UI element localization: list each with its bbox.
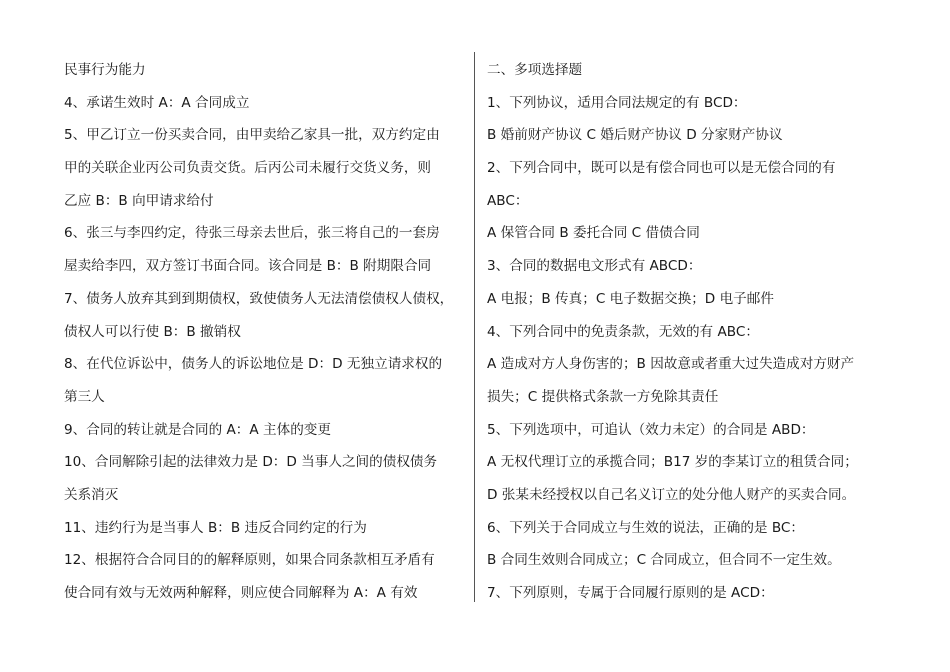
text-line: 12、根据符合合同目的的解释原则，如果合同条款相互矛盾有 bbox=[64, 552, 435, 569]
text-line: 损失；C 提供格式条款一方免除其责任 bbox=[487, 388, 719, 405]
text-line: 5、下列选项中，可追认（效力未定）的合同是 ABD： bbox=[487, 421, 815, 438]
text-line: B 婚前财产协议 C 婚后财产协议 D 分家财产协议 bbox=[487, 127, 783, 144]
text-line: A 保管合同 B 委托合同 C 借债合同 bbox=[487, 225, 700, 242]
column-divider bbox=[474, 52, 475, 602]
text-line: ABC： bbox=[487, 192, 529, 209]
text-line: 7、债务人放弃其到到期债权，致使债务人无法清偿债权人债权， bbox=[64, 290, 454, 307]
text-line: 8、在代位诉讼中，债务人的诉讼地位是 D：D 无独立请求权的 bbox=[64, 356, 443, 373]
text-line: 屋卖给李四，双方签订书面合同。该合同是 B：B 附期限合同 bbox=[64, 258, 432, 275]
text-line: 9、合同的转让就是合同的 A：A 主体的变更 bbox=[64, 421, 331, 438]
text-line: 11、违约行为是当事人 B：B 违反合同约定的行为 bbox=[64, 519, 367, 536]
text-line: 6、张三与李四约定，待张三母亲去世后，张三将自己的一套房 bbox=[64, 225, 440, 242]
text-line: 债权人可以行使 B：B 撤销权 bbox=[64, 323, 241, 340]
text-line: 民事行为能力 bbox=[64, 62, 146, 78]
text-line: 甲的关联企业丙公司负责交货。后丙公司未履行交货义务，则 bbox=[64, 160, 432, 177]
text-line: 第三人 bbox=[64, 388, 105, 405]
text-line: 4、承诺生效时 A：A 合同成立 bbox=[64, 94, 250, 111]
text-line: 5、甲乙订立一份买卖合同，由甲卖给乙家具一批，双方约定由 bbox=[64, 127, 440, 144]
text-line: 3、合同的数据电文形式有 ABCD： bbox=[487, 258, 702, 275]
text-line: 6、下列关于合同成立与生效的说法，正确的是 BC： bbox=[487, 519, 805, 536]
text-line: 10、合同解除引起的法律效力是 D：D 当事人之间的债权债务 bbox=[64, 454, 438, 471]
text-line: 1、下列协议，适用合同法规定的有 BCD： bbox=[487, 94, 747, 111]
text-line: 7、下列原则，专属于合同履行原则的是 ACD： bbox=[487, 585, 774, 601]
text-line: A 造成对方人身伤害的；B 因故意或者重大过失造成对方财产 bbox=[487, 356, 855, 373]
text-line: 2、下列合同中，既可以是有偿合同也可以是无偿合同的有 bbox=[487, 160, 836, 177]
text-line: 使合同有效与无效两种解释，则应使合同解释为 A：A 有效 bbox=[64, 585, 418, 601]
text-line: A 电报；B 传真；C 电子数据交换；D 电子邮件 bbox=[487, 290, 774, 307]
text-line: 关系消灭 bbox=[64, 486, 119, 503]
left-column bbox=[64, 54, 464, 610]
text-line: B 合同生效则合同成立；C 合同成立，但合同不一定生效。 bbox=[487, 552, 841, 569]
text-line: A 无权代理订立的承揽合同；B17 岁的李某订立的租赁合同； bbox=[487, 454, 858, 471]
right-column bbox=[487, 54, 889, 610]
text-line: 乙应 B：B 向甲请求给付 bbox=[64, 192, 214, 209]
text-line: 4、下列合同中的免责条款，无效的有 ABC： bbox=[487, 323, 759, 340]
section-heading: 二、多项选择题 bbox=[487, 62, 583, 78]
text-line: D 张某未经授权以自己名义订立的处分他人财产的买卖合同。 bbox=[487, 486, 856, 503]
